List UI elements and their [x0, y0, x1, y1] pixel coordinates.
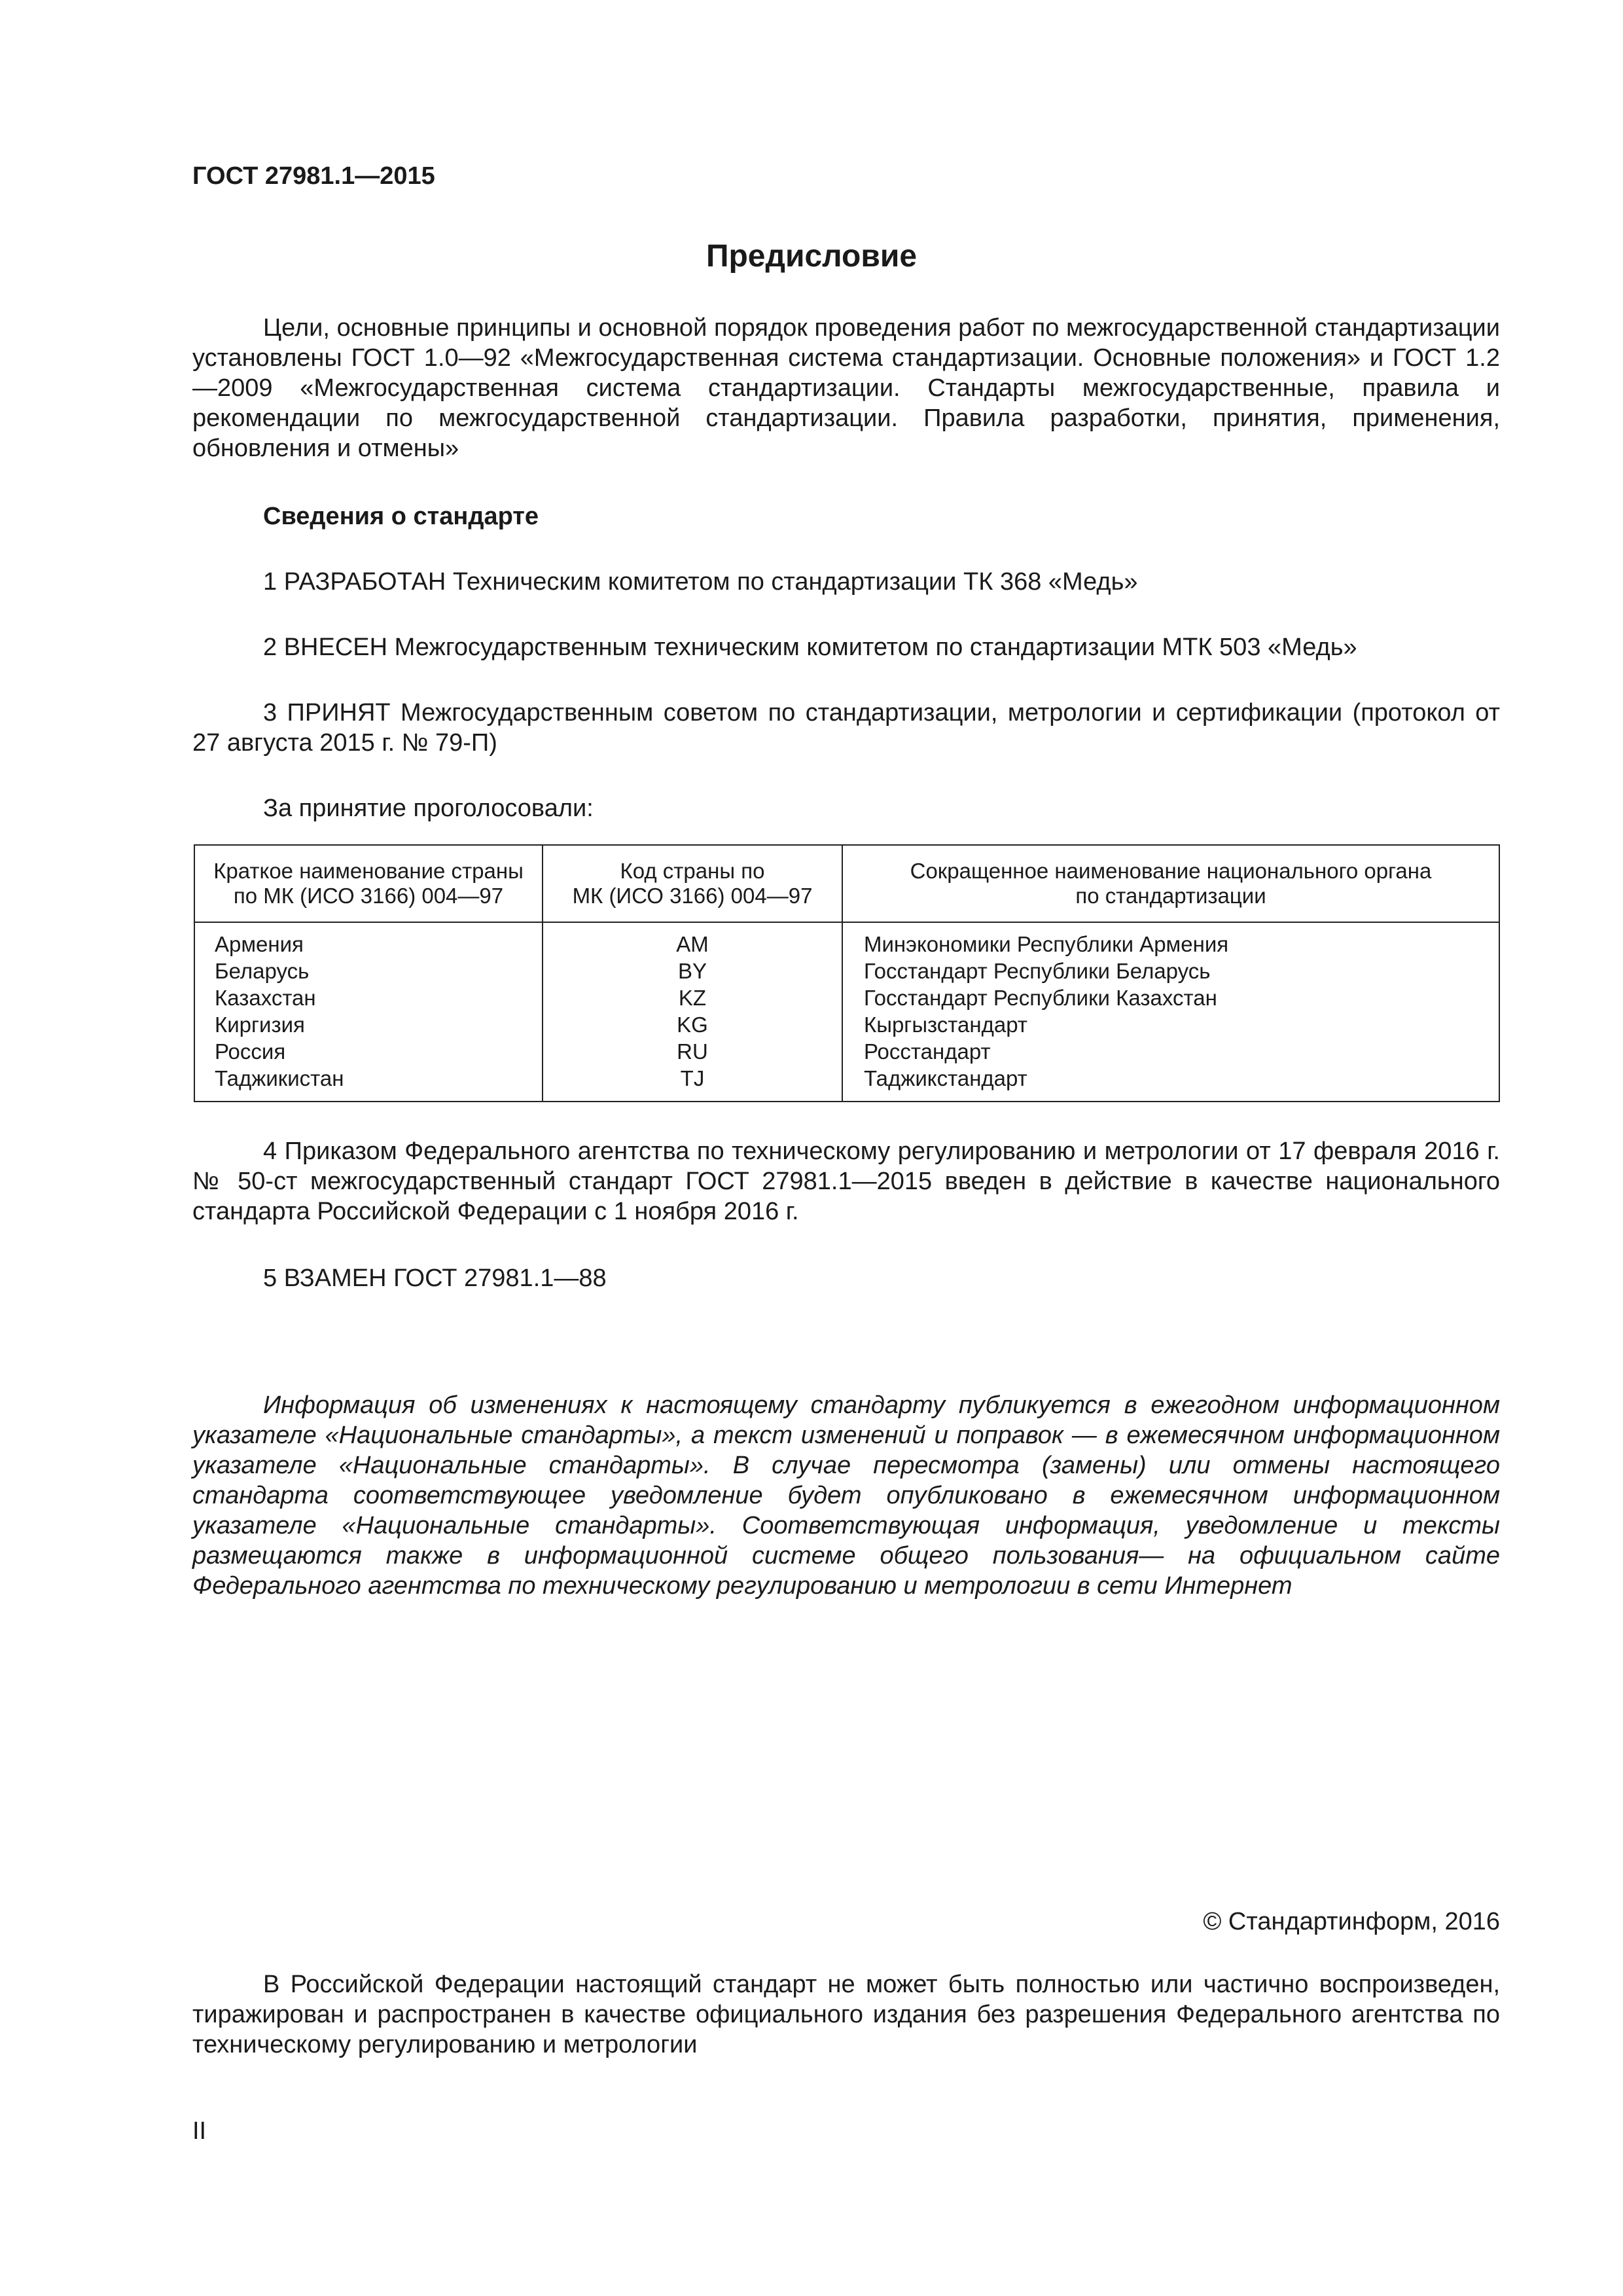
country-cell: Казахстан — [194, 984, 543, 1011]
vote-intro: За принятие проголосовали: — [263, 795, 594, 822]
section-heading: Сведения о стандарте — [263, 503, 539, 530]
table-row — [194, 1065, 1499, 1102]
national-body-cell: Таджикстандарт — [842, 1065, 1499, 1102]
national-body-cell: Госстандарт Республики Беларусь — [842, 958, 1499, 984]
changes-info-paragraph: Информация об изменениях к настоящему стандарту публикуется в ежегодном информационном указателе «Национальные стандарты», а текст изменений и поправок — в ежемесячном информационном указателе «Национальные стандарты». В случае пересмотра (замены) или отмены настоящего стандарта соответствующее уведомление будет опубликовано в ежемесячном информационном указателе «Национальные стандарты». Соответствующая информация, уведомление и тексты размещаются также в информационной системе общего пользования— на официальном сайте Федерального агентства по техническому регулированию и метрологии в сети Интернет — [192, 1391, 1500, 1600]
column-header-country: Краткое наименование страны по МК (ИСО 3166) 004—97 — [194, 845, 543, 922]
code-cell: BY — [543, 958, 842, 984]
table-row — [194, 984, 1499, 1011]
national-body-cell: Кыргызстандарт — [842, 1011, 1499, 1038]
document-code-header: ГОСТ 27981.1—2015 — [192, 162, 435, 190]
column-header-code: Код страны по МК (ИСО 3166) 004—97 — [543, 845, 842, 922]
table-header-row — [194, 845, 1499, 922]
page-title: Предисловие — [705, 239, 918, 274]
item-1-developed: 1 РАЗРАБОТАН Техническим комитетом по стандартизации ТК 368 «Медь» — [263, 568, 1138, 596]
country-cell: Россия — [194, 1038, 543, 1065]
country-cell: Армения — [194, 922, 543, 958]
national-body-cell: Росстандарт — [842, 1038, 1499, 1065]
code-cell: KG — [543, 1011, 842, 1038]
national-body-cell: Госстандарт Республики Казахстан — [842, 984, 1499, 1011]
table-row — [194, 958, 1499, 984]
code-cell: TJ — [543, 1065, 842, 1102]
code-cell: KZ — [543, 984, 842, 1011]
table-row — [194, 1038, 1499, 1065]
copyright-notice: © Стандартинформ, 2016 — [1203, 1908, 1500, 1935]
reproduction-notice: В Российской Федерации настоящий стандарт не может быть полностью или частично воспроизведен, тиражирован и распространен в качестве официального издания без разрешения Федерального агентства по техническому регулированию и метрологии — [192, 1971, 1500, 2058]
page-number: II — [192, 2117, 207, 2145]
voting-countries-table — [194, 844, 1500, 1102]
table-row — [194, 1011, 1499, 1038]
intro-paragraph: Цели, основные принципы и основной порядок проведения работ по межгосударственной стандартизации установлены ГОСТ 1.0—92 «Межгосударственная система стандартизации. Основные положения» и ГОСТ 1.2—2009 «Межгосударственная система стандартизации. Стандарты межгосударственные, правила и рекомендации по межгосударственной стандартизации. Правила разработки, принятия, применения, обновления и отмены» — [192, 314, 1500, 462]
item-5-replaces: 5 ВЗАМЕН ГОСТ 27981.1—88 — [263, 1265, 607, 1292]
item-2-introduced: 2 ВНЕСЕН Межгосударственным техническим комитетом по стандартизации МТК 503 «Медь» — [263, 634, 1357, 661]
column-header-national-body: Сокращенное наименование национального органа по стандартизации — [842, 845, 1499, 922]
item-4-order: 4 Приказом Федерального агентства по техническому регулированию и метрологии от 17 февраля 2016 г. № 50-ст межгосударственный стандарт ГОСТ 27981.1—2015 введен в действие в качестве национального стандарта Российской Федерации с 1 ноября 2016 г. — [192, 1138, 1500, 1225]
country-cell: Беларусь — [194, 958, 543, 984]
code-cell: RU — [543, 1038, 842, 1065]
country-cell: Киргизия — [194, 1011, 543, 1038]
country-cell: Таджикистан — [194, 1065, 543, 1102]
table-row — [194, 922, 1499, 958]
national-body-cell: Минэкономики Республики Армения — [842, 922, 1499, 958]
item-3-adopted: 3 ПРИНЯТ Межгосударственным советом по стандартизации, метрологии и сертификации (протокол от 27 августа 2015 г. № 79-П) — [192, 699, 1500, 757]
code-cell: AM — [543, 922, 842, 958]
